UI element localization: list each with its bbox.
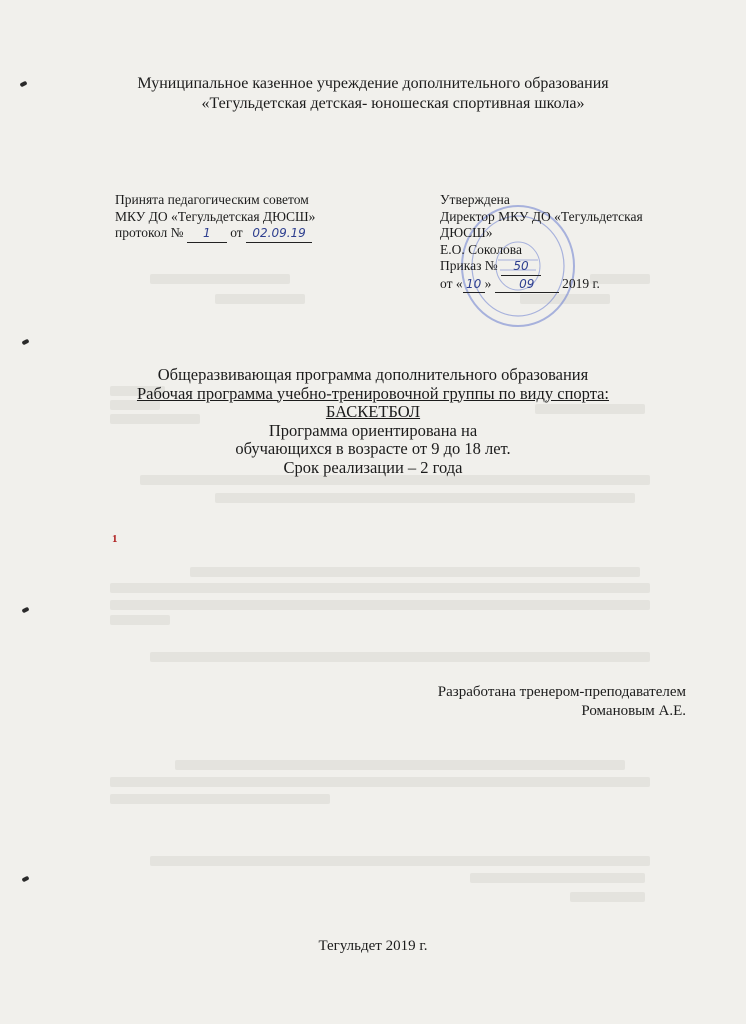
protocol-label: протокол № [115, 225, 184, 240]
bleed-through-line [470, 873, 645, 883]
bleed-through-line [215, 493, 635, 503]
council-line-1: Принята педагогическим советом [115, 192, 309, 207]
program-line-1: Общеразвивающая программа дополнительного образования [157, 365, 589, 384]
order-date-line [440, 276, 643, 294]
author-block [438, 683, 686, 721]
protocol-date: 02.09.19 [252, 226, 306, 240]
bleed-through-line [190, 567, 640, 577]
author-line-1: Разработана тренером-преподавателем [437, 684, 686, 700]
council-line-2: МКУ ДО «Тегульдетская ДЮСШ» [115, 208, 316, 224]
order-year: 2019 г. [562, 275, 600, 291]
bleed-through-line [175, 760, 625, 770]
approved-label: Утверждена [440, 192, 510, 207]
order-day-field [463, 276, 485, 294]
director-approval-block [440, 192, 643, 293]
binder-mark [21, 876, 29, 883]
order-date-mid: » [484, 275, 492, 291]
bleed-through-line [150, 856, 650, 866]
protocol-number: 1 [203, 226, 211, 240]
protocol-number-field [187, 225, 227, 243]
program-line-2: Рабочая программа учебно-тренировочной группы по виду спорта: [136, 383, 610, 403]
binder-mark [21, 607, 29, 614]
protocol-line [115, 225, 315, 243]
bleed-through-line [110, 615, 170, 625]
director-org-line: ДЮСШ» [440, 225, 493, 240]
director-title-line: Директор МКУ ДО «Тегульдетская [440, 208, 643, 224]
bleed-through-line [570, 892, 645, 902]
bleed-through-line [110, 777, 650, 787]
protocol-date-field [246, 225, 312, 243]
bleed-through-line [110, 600, 650, 610]
program-line-6: Срок реализации – 2 года [283, 457, 463, 477]
order-month-field [495, 276, 559, 294]
bleed-through-line [110, 583, 650, 593]
program-title-block [0, 366, 746, 477]
program-sport: БАСКЕТБОЛ [325, 402, 421, 421]
program-line-5: обучающихся в возрасте от 9 до 18 лет. [235, 439, 511, 458]
order-line [440, 258, 643, 276]
author-name: Романовым А.Е. [581, 703, 686, 719]
bleed-through-line [150, 652, 650, 662]
bleed-through-line [150, 274, 290, 284]
org-line-1: Муниципальное казенное учреждение дополнительного образования [137, 75, 609, 92]
council-approval-block [115, 192, 315, 243]
stray-red-mark: 1 [112, 533, 118, 545]
organization-header [0, 74, 746, 114]
order-number-field [501, 258, 541, 276]
order-month: 09 [519, 276, 535, 291]
order-day: 10 [465, 276, 482, 291]
org-line-2: «Тегульдетская детская- юношеская спортивная школа» [201, 95, 585, 112]
director-name: Е.О. Соколова [440, 241, 522, 257]
bleed-through-line [110, 794, 330, 804]
bleed-through-line [215, 294, 305, 304]
protocol-date-label: от [230, 225, 243, 240]
order-label: Приказ № [440, 258, 498, 273]
order-date-prefix: от « [440, 275, 463, 291]
program-line-4: Программа ориентирована на [268, 420, 478, 440]
order-number: 50 [513, 259, 529, 273]
city-year: Тегульдет 2019 г. [318, 938, 428, 954]
binder-mark [21, 339, 29, 346]
